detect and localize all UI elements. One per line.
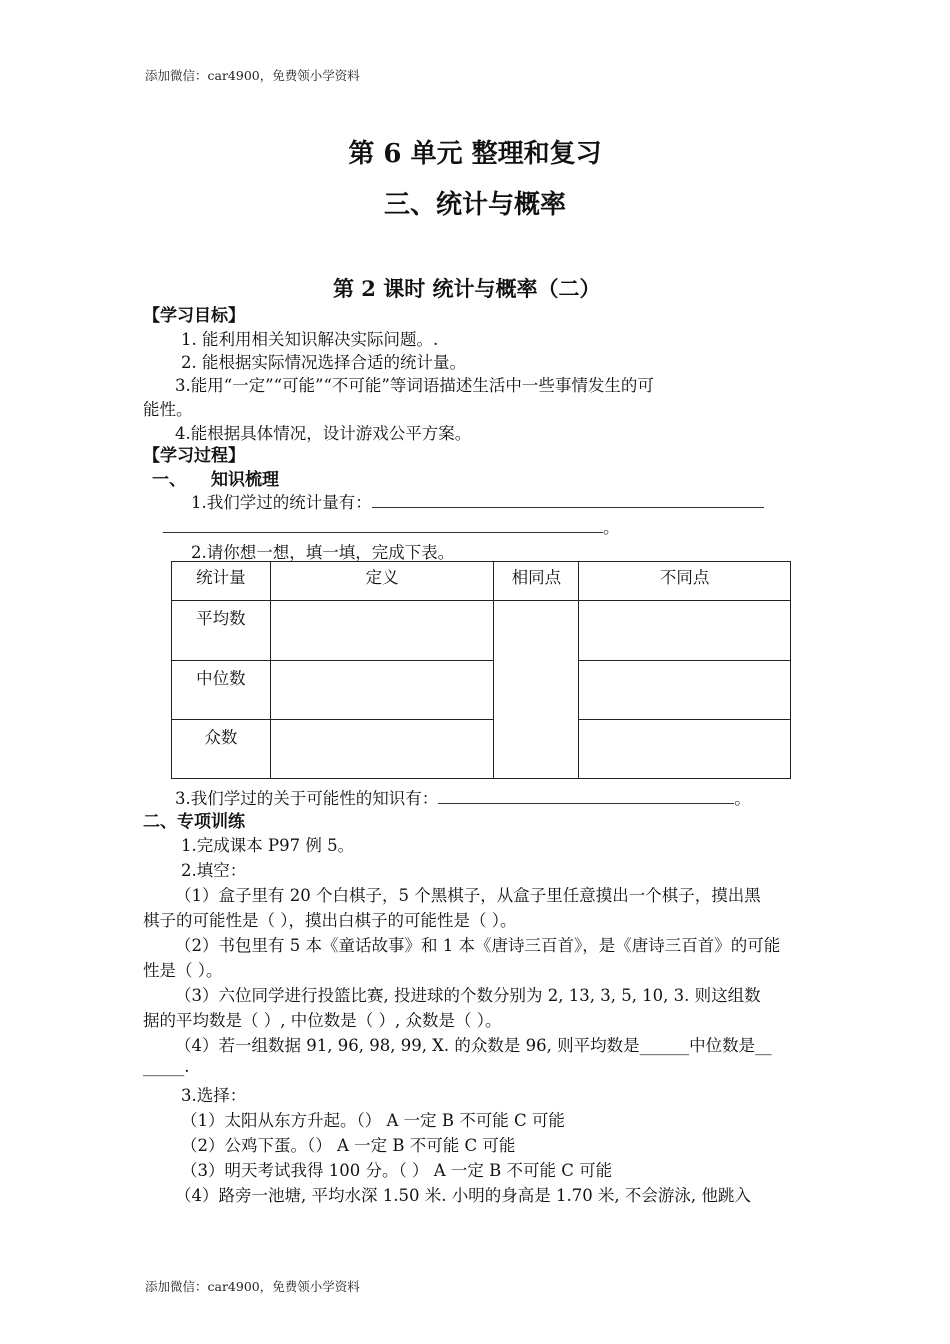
table-header: 统计量 xyxy=(172,562,271,601)
goal-item: 能性。 xyxy=(143,400,193,419)
fill-question-3-cont: 据的平均数是（ ）, 中位数是（ ）, 众数是（ ）。 xyxy=(143,1011,502,1030)
table-header: 定义 xyxy=(270,562,494,601)
training-item-1: 1.完成课本 P97 例 5。 xyxy=(181,836,355,855)
question-2: 2.请你想一想，填一填，完成下表。 xyxy=(191,543,455,562)
choice-question-1: （1）太阳从东方升起。（） A 一定 B 不可能 C 可能 xyxy=(181,1111,565,1130)
goal-item: 4.能根据具体情况，设计游戏公平方案。 xyxy=(175,424,472,443)
table-header-row xyxy=(172,562,791,601)
fill-question-1: （1）盒子里有 20 个白棋子，5 个黑棋子，从盒子里任意摸出一个棋子，摸出黑 xyxy=(175,886,761,905)
goal-item: 1. 能利用相关知识解决实际问题。. xyxy=(181,330,439,349)
definition-cell[interactable] xyxy=(270,601,494,661)
question-3-text: 3.我们学过的关于可能性的知识有： xyxy=(175,789,439,808)
difference-cell[interactable] xyxy=(579,661,791,720)
watermark-top: 添加微信：car4900，免费领小学资料 xyxy=(145,68,360,83)
part1-title: 知识梳理 xyxy=(211,470,279,490)
question-1-continued xyxy=(163,514,620,538)
statistics-table xyxy=(171,561,791,779)
unit-title: 第 6 单元 整理和复习 xyxy=(348,139,602,169)
row-label: 平均数 xyxy=(172,601,271,661)
definition-cell[interactable] xyxy=(270,720,494,779)
row-label: 众数 xyxy=(172,720,271,779)
table-header: 相同点 xyxy=(494,562,579,601)
common-points-cell[interactable] xyxy=(494,601,579,779)
topic-title: 三、统计与概率 xyxy=(383,190,566,220)
fill-question-4-cont: _____. xyxy=(143,1057,190,1076)
table-row xyxy=(172,601,791,661)
answer-blank[interactable] xyxy=(438,789,734,804)
choice-question-3: （3）明天考试我得 100 分。（ ） A 一定 B 不可能 C 可能 xyxy=(181,1161,613,1180)
choice-heading: 3.选择： xyxy=(181,1086,247,1105)
goal-item: 2. 能根据实际情况选择合适的统计量。 xyxy=(181,353,466,372)
question-3 xyxy=(175,785,751,809)
fill-question-2: （2）书包里有 5 本《童话故事》和 1 本《唐诗三百首》，是《唐诗三百首》的可能 xyxy=(175,936,781,955)
table-header: 不同点 xyxy=(579,562,791,601)
question-1 xyxy=(191,489,764,513)
question-3-end: 。 xyxy=(734,789,751,808)
watermark-bottom: 添加微信：car4900，免费领小学资料 xyxy=(145,1279,360,1294)
table-row xyxy=(172,661,791,720)
choice-question-4: （4）路旁一池塘, 平均水深 1.50 米. 小明的身高是 1.70 米, 不会游泳, 他跳入 xyxy=(175,1186,751,1205)
goal-item: 3.能用“一定”“可能”“不可能”等词语描述生活中一些事情发生的可 xyxy=(175,376,654,395)
difference-cell[interactable] xyxy=(579,720,791,779)
choice-question-2: （2）公鸡下蛋。（） A 一定 B 不可能 C 可能 xyxy=(181,1136,516,1155)
row-label: 中位数 xyxy=(172,661,271,720)
table-row xyxy=(172,720,791,779)
fill-question-4: （4）若一组数据 91, 96, 98, 99, X. 的众数是 96, 则平均数是______中位数是__ xyxy=(175,1036,772,1055)
fill-question-1-cont: 棋子的可能性是（ ），摸出白棋子的可能性是（ ）。 xyxy=(143,911,517,930)
difference-cell[interactable] xyxy=(579,601,791,661)
answer-blank[interactable] xyxy=(163,518,603,533)
part1-number: 一、 xyxy=(152,470,186,490)
goals-heading: 【学习目标】 xyxy=(143,306,245,326)
question-1-end: 。 xyxy=(603,518,620,537)
training-item-2: 2.填空： xyxy=(181,861,247,880)
question-1-text: 1.我们学过的统计量有： xyxy=(191,493,372,512)
answer-blank[interactable] xyxy=(372,493,764,508)
definition-cell[interactable] xyxy=(270,661,494,720)
lesson-title: 第 2 课时 统计与概率（二） xyxy=(333,276,601,301)
training-heading: 二、专项训练 xyxy=(143,812,245,832)
fill-question-3: （3）六位同学进行投篮比赛, 投进球的个数分别为 2, 13, 3, 5, 10, 3. 则这组数 xyxy=(175,986,761,1005)
process-heading: 【学习过程】 xyxy=(143,446,245,466)
fill-question-2-cont: 性是（ ）。 xyxy=(143,961,223,980)
